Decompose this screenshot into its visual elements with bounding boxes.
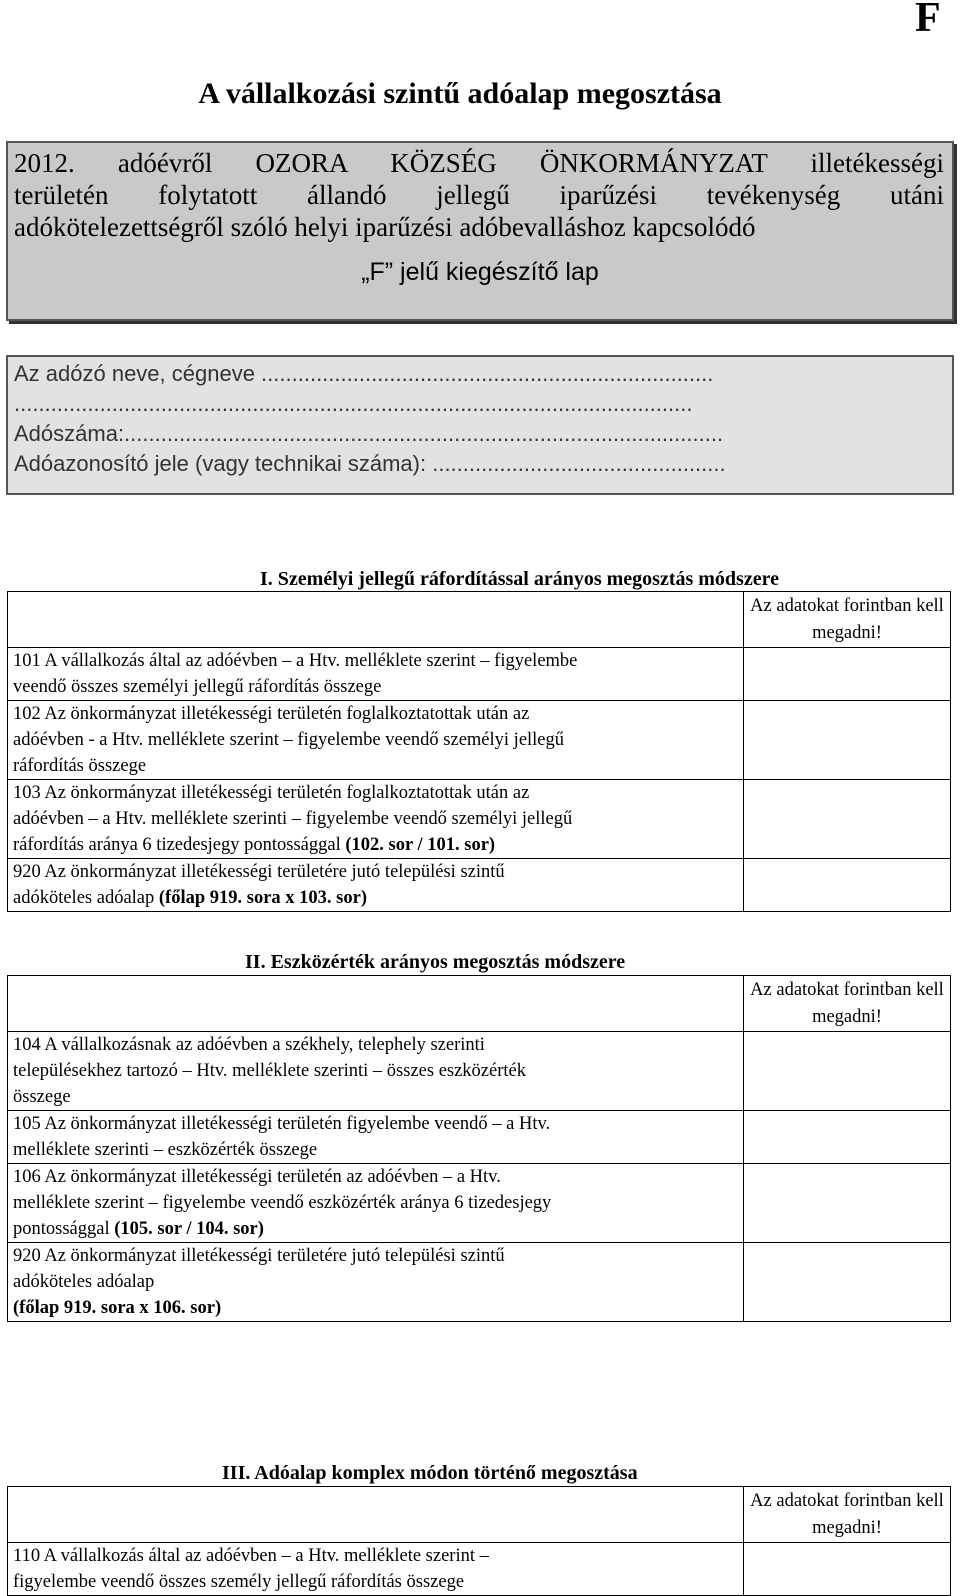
currency-note: Az adatokat forintban kell megadni! <box>744 1487 951 1543</box>
taxpayer-name-continuation[interactable]: ............................................................................................................... <box>14 391 693 416</box>
header-box <box>6 141 954 321</box>
table-row <box>8 1032 951 1111</box>
row-920-input[interactable] <box>744 1243 951 1322</box>
section-3-title: III. Adóalap komplex módon történő megosztása <box>222 1462 638 1484</box>
currency-note: Az adatokat forintban kell megadni! <box>744 592 951 648</box>
row-104-input[interactable] <box>744 1032 951 1111</box>
tax-id-field[interactable]: Adóazonosító jele (vagy technikai száma): ................................................ <box>14 451 726 476</box>
header-label-cell <box>8 1487 744 1543</box>
row-105-input[interactable] <box>744 1111 951 1164</box>
header-text <box>14 147 944 243</box>
header-label-cell <box>8 592 744 648</box>
table-row <box>8 780 951 859</box>
row-label: 105 Az önkormányzat illetékességi területén figyelembe veendő – a Htv. melléklete szerinti – eszközérték összege <box>8 1111 744 1164</box>
table-row <box>8 1111 951 1164</box>
page-title-text: A vállalkozási szintű adóalap megosztása <box>198 77 722 110</box>
tax-number-field[interactable]: Adószáma:.................................................................................................. <box>14 421 724 446</box>
section-1-title: I. Személyi jellegű ráfordítással arányos megosztás módszere <box>260 568 779 590</box>
page-title <box>0 74 960 114</box>
row-label: 102 Az önkormányzat illetékességi területén foglalkoztatottak után az adóévben - a Htv. melléklete szerint – figyelembe veendő személyi jellegű ráfordítás összege <box>8 701 744 780</box>
currency-note: Az adatokat forintban kell megadni! <box>744 976 951 1032</box>
row-106-input[interactable] <box>744 1164 951 1243</box>
section-2-table <box>7 975 951 1322</box>
row-label: 103 Az önkormányzat illetékességi területén foglalkoztatottak után az adóévben – a Htv. melléklete szerinti – figyelembe veendő személyi jellegű ráfordítás aránya 6 tizedesjegy pontossággal (102. sor / 101. sor) <box>8 780 744 859</box>
header-line-2: területén folytatott állandó jellegű iparűzési tevékenység utáni <box>14 180 944 210</box>
row-920-input[interactable] <box>744 859 951 912</box>
section-1-table <box>7 591 951 912</box>
row-label: 110 A vállalkozás által az adóévben – a Htv. melléklete szerint – figyelembe veendő összes személy jellegű ráfordítás összege <box>8 1543 744 1596</box>
row-102-input[interactable] <box>744 701 951 780</box>
row-101-input[interactable] <box>744 648 951 701</box>
form-letter: F <box>915 0 941 41</box>
table-row <box>8 859 951 912</box>
table-header-row <box>8 1487 951 1543</box>
section-3-table <box>7 1486 951 1596</box>
header-label-cell <box>8 976 744 1032</box>
table-row <box>8 1243 951 1322</box>
section-2-title: II. Eszközérték arányos megosztás módszere <box>245 951 626 973</box>
table-row <box>8 1164 951 1243</box>
table-row <box>8 648 951 701</box>
row-label: 101 A vállalkozás által az adóévben – a Htv. melléklete szerint – figyelembe veendő összes személyi jellegű ráfordítás összege <box>8 648 744 701</box>
table-row <box>8 701 951 780</box>
header-line-3: adókötelezettségről szóló helyi iparűzési adóbevalláshoz kapcsolódó <box>14 212 756 242</box>
table-row <box>8 1543 951 1596</box>
row-103-input[interactable] <box>744 780 951 859</box>
row-label: 104 A vállalkozásnak az adóévben a székhely, telephely szerinti településekhez tartozó – Htv. melléklete szerinti – összes eszközérték összege <box>8 1032 744 1111</box>
row-110-input[interactable] <box>744 1543 951 1596</box>
header-line-1: 2012. adóévről OZORA KÖZSÉG ÖNKORMÁNYZAT illetékességi <box>14 148 944 178</box>
row-label: 920 Az önkormányzat illetékességi területére jutó települési szintű adóköteles adóalap (főlap 919. sora x 103. sor) <box>8 859 744 912</box>
row-label: 920 Az önkormányzat illetékességi területére jutó települési szintű adóköteles adóalap (főlap 919. sora x 106. sor) <box>8 1243 744 1322</box>
table-header-row <box>8 976 951 1032</box>
header-subtitle: „F” jelű kiegészítő lap <box>361 258 599 286</box>
taxpayer-name-field[interactable]: Az adózó neve, cégneve .......................................................................... <box>14 361 714 386</box>
row-label: 106 Az önkormányzat illetékességi területén az adóévben – a Htv. melléklete szerint – figyelembe veendő eszközérték aránya 6 tizedesjegy pontossággal (105. sor / 104. sor) <box>8 1164 744 1243</box>
table-header-row <box>8 592 951 648</box>
taxpayer-box <box>6 355 954 495</box>
